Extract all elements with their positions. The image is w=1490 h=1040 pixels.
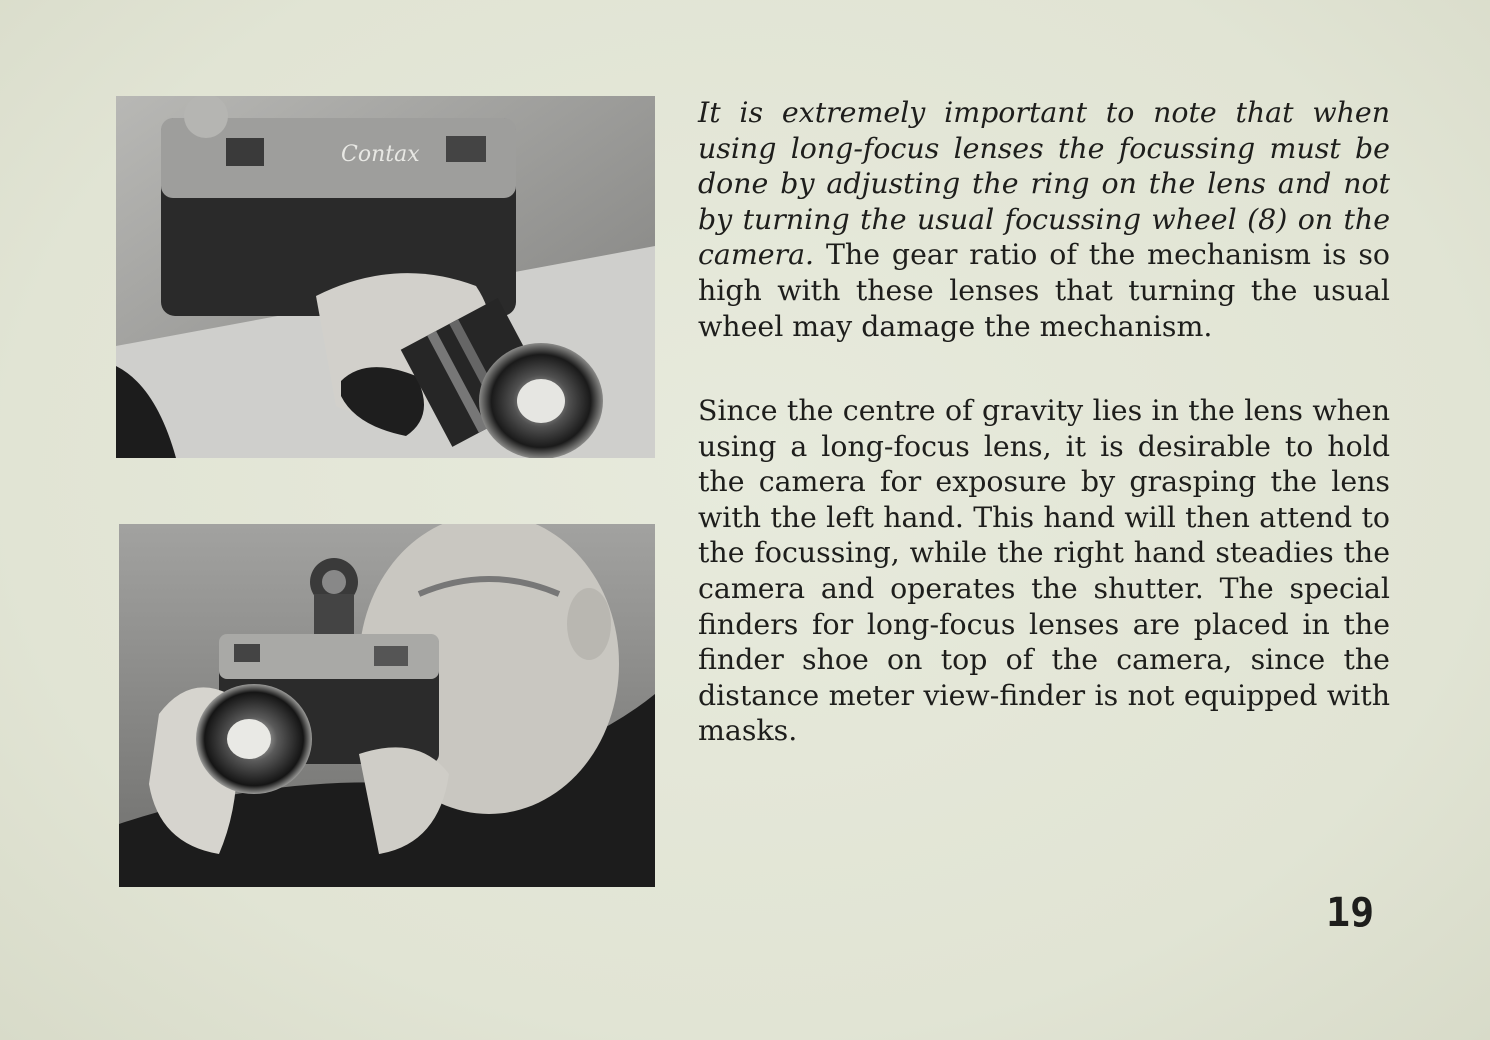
paragraph-holding-camera: Since the centre of gravity lies in the lens when using a long-focus lens, it is desirable to hold the camera for exposure by grasping the lens with the left hand. This hand will then attend to the focussing, while the right hand steadies the camera and operates the shutter. The special finders for long-focus lenses are placed in the finder shoe on top of the camera, since the distance meter view-finder is not equipped with masks. xyxy=(698,394,1390,748)
camera-photo-icon xyxy=(116,96,655,458)
camera-long-lens-photo xyxy=(116,96,655,458)
gear-ratio-text: The gear ratio of the mechanism is so high with these lenses that turning the usual wheel may damage the mechanism. xyxy=(698,238,1390,343)
man-photo-icon xyxy=(119,524,655,887)
man-holding-camera-photo xyxy=(119,524,655,887)
italic-warning-text: It is extremely important to note that when using long-focus lenses the focussing must be done by adjusting the ring on the lens and not by turning the usual focussing wheel (8) on the camera. xyxy=(698,96,1390,272)
paragraph-long-focus-warning xyxy=(698,95,1390,344)
page-number: 19 xyxy=(1326,890,1375,936)
camera-brand-engraving: Contax xyxy=(341,142,420,167)
